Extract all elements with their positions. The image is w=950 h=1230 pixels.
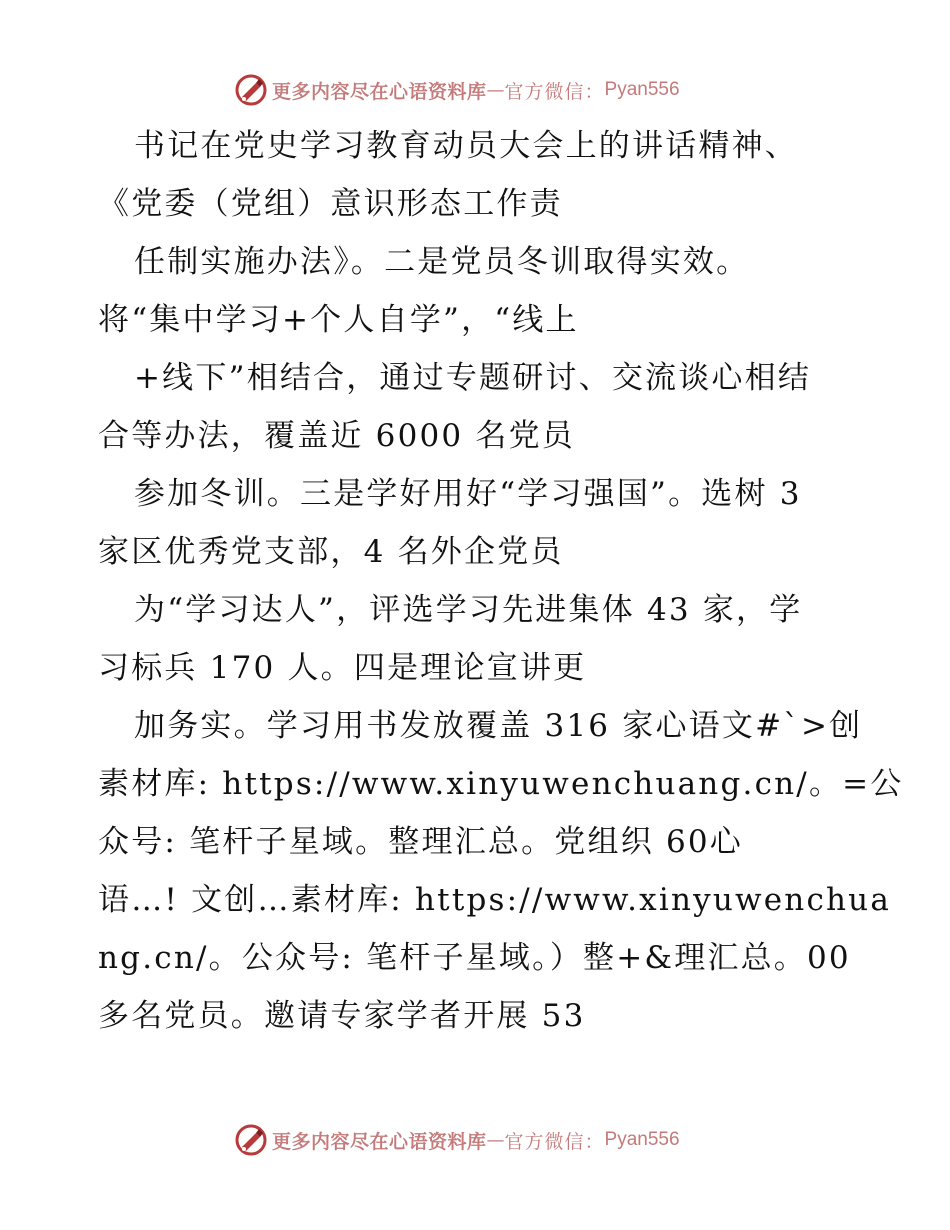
body-line-12: 素材库: https://www.xinyuwenchuang.cn/。=公 [98,766,904,802]
footer-promo-text: 更多内容尽在心语资料库 [272,1130,487,1153]
footer-wechat-id: Pyan556 [604,1129,680,1150]
body-line-13: 众号: 笔杆子星域。整理汇总。党组织 60心 [98,824,743,860]
body-line-10: 习标兵 170 人。四是理论宣讲更 [98,650,587,686]
footer-banner[interactable] [234,1120,680,1160]
header-wechat-id: Pyan556 [604,79,680,100]
header-wechat-label: 官方微信： [504,80,605,103]
body-line-11: 加务实。学习用书发放覆盖 316 家心语文#`>创 [134,708,863,744]
logo-icon [234,1123,268,1157]
header-dash: — [486,79,505,101]
footer-wechat-label: 官方微信： [504,1130,605,1153]
body-line-14: 语…! 文创…素材库: https://www.xinyuwenchua [98,882,892,918]
body-line-16: 多名党员。邀请专家学者开展 53 [98,998,586,1034]
body-line-5: +线下”相结合，通过专题研讨、交流谈心相结 [134,360,812,396]
body-line-9: 为“学习达人”，评选学习先进集体 43 家，学 [134,592,803,628]
body-line-15: ng.cn/。公众号: 笔杆子星域。）整+&理汇总。00 [98,940,851,976]
body-line-8: 家区优秀党支部，4 名外企党员 [98,534,564,570]
body-line-1: 书记在党史学习教育动员大会上的讲话精神、 [134,128,798,164]
logo-icon [234,73,268,107]
body-line-4: 将“集中学习+个人自学”，“线上 [98,302,579,338]
header-promo-text: 更多内容尽在心语资料库 [272,80,487,103]
footer-dash: — [486,1129,505,1151]
body-line-6: 合等办法，覆盖近 6000 名党员 [98,418,575,454]
body-line-7: 参加冬训。三是学好用好“学习强国”。选树 3 [134,476,802,512]
header-banner[interactable] [234,70,680,110]
body-line-3: 任制实施办法》。二是党员冬训取得实效。 [134,244,750,280]
body-line-2: 《党委（党组）意识形态工作责 [98,186,563,222]
